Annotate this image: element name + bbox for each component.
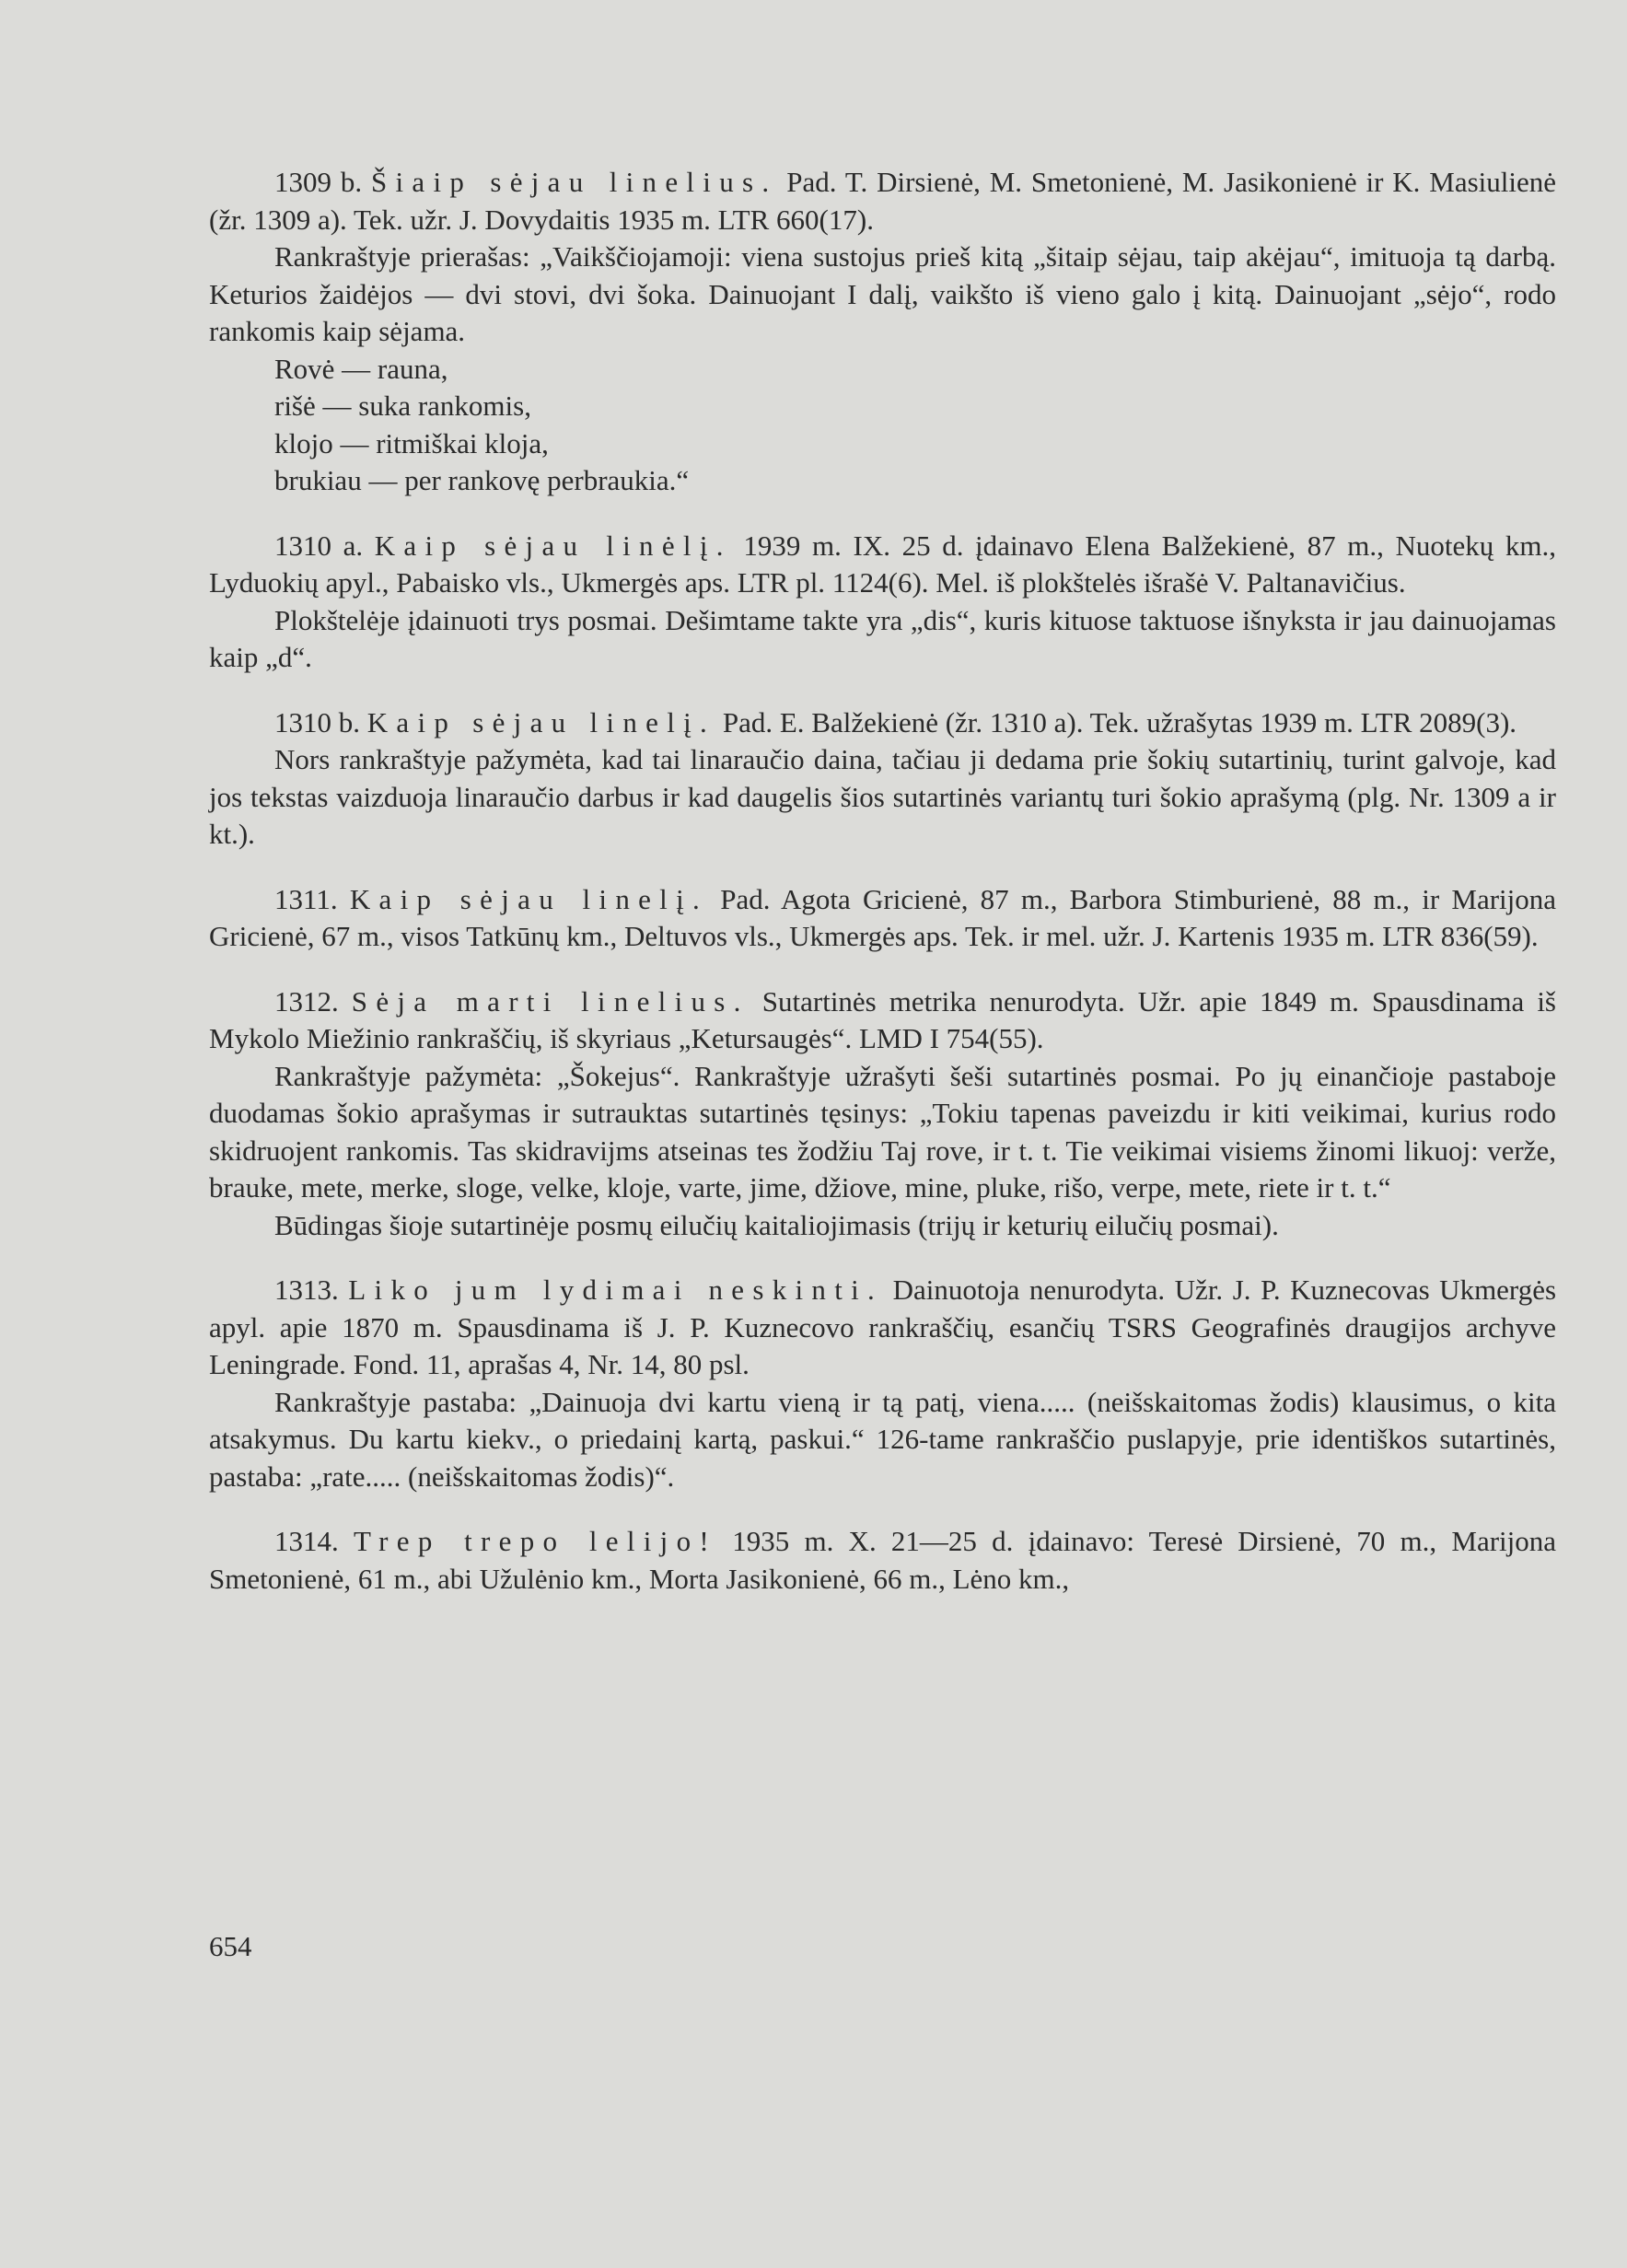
entry-1309b (209, 164, 1556, 500)
entry-body: Sutartinės metrika nenurodyta. Užr. apie 1849 m. Spausdinama iš Mykolo Miežinio rankraščių, iš skyriaus „Ketursaugės“. LMD I 754(55). (209, 984, 1556, 1054)
entry-number: 1310 a. (274, 529, 364, 562)
entry-1310a (209, 528, 1556, 677)
entry-body: Pad. E. Balžekienė (žr. 1310 a). Tek. užrašytas 1939 m. LTR 2089(3). (722, 705, 1517, 739)
list-item: Rovė — rauna, (274, 352, 448, 385)
entry-note: Rankraštyje pastaba: „Dainuoja dvi kartu vieną ir tą patį, viena..... (neišskaitomas žodis) klausimus, o kita atsakymus. Du kartu kiekv., o priedainį kartą, paskui.“ 126-tame rankraščio puslapyje, prie identiškos sutartinės, pastaba: „rate..... (neišskaitomas žodis)“. (209, 1385, 1556, 1493)
entry-number: 1314. (274, 1525, 339, 1557)
page-number: 654 (209, 1930, 252, 1962)
entry-note: Būdingas šioje sutartinėje posmų eilučių kaitaliojimasis (trijų ir keturių eilučių posmai). (274, 1208, 1279, 1241)
entry-1310b (209, 704, 1556, 854)
song-title: Sėja marti linelius. (351, 984, 750, 1018)
song-title: Kaip sėjau linėlį. (374, 529, 732, 562)
entry-note: Plokštelėje įdainuoti trys posmai. Dešimtame takte yra „dis“, kuris kituose taktuose išnyksta ir jau dainuojamas kaip „d“. (209, 603, 1556, 673)
entry-number: 1312. (274, 984, 339, 1018)
song-title: Trep trepo lelijo! (353, 1525, 717, 1557)
entry-number: 1311. (274, 882, 338, 915)
entry-1314 (209, 1523, 1556, 1598)
list-item: rišė — suka rankomis, (274, 390, 531, 422)
entry-number: 1309 b. (274, 166, 363, 198)
song-title: Liko jum lydimai neskinti. (348, 1274, 884, 1306)
entry-number: 1310 b. (274, 705, 360, 739)
song-title: Šiaip sėjau linelius. (370, 166, 778, 198)
song-title: Kaip sėjau linelį. (349, 882, 709, 915)
list-item: klojo — ritmiškai kloja, (274, 426, 549, 459)
entry-1312 (209, 983, 1556, 1245)
entry-1311 (209, 881, 1556, 956)
page-body (209, 164, 1556, 1598)
entry-body: Pad. Agota Gricienė, 87 m., Barbora Stimburienė, 88 m., ir Marijona Gricienė, 67 m., visos Tatkūnų km., Deltuvos vls., Ukmergės aps. Tek. ir mel. užr. J. Kartenis 1935 m. LTR 836(59). (209, 882, 1557, 952)
list-item: brukiau — per rankovę perbraukia.“ (274, 464, 690, 496)
entry-note: Rankraštyje pažymėta: „Šokejus“. Rankraštyje užrašyti šeši sutartinės posmai. Po jų einančioje pastaboje duodamas šokio aprašymas ir sutrauktas sutartinės tęsinys: „Tokiu tapenas paveizdu ir kiti veikimai, kurius rodo skidruojent rankomis. Tas skidravijms atseinas tes žodžiu Taj rove, ir t. t. Tie veikimai visiems žinomi likuoj: verže, brauke, mete, merke, sloge, velke, kloje, varte, jime, džiove, mine, pluke, rišo, verpe, mete, riete ir t. t.“ (209, 1059, 1556, 1204)
entry-body: 1939 m. IX. 25 d. įdainavo Elena Balžekienė, 87 m., Nuotekų km., Lyduokių apyl., Pabaisko vls., Ukmergės aps. LTR pl. 1124(6). Mel. iš plokštelės išrašė V. Paltanavičius. (209, 529, 1556, 599)
entry-body: Pad. T. Dirsienė, M. Smetonienė, M. Jasikonienė ir K. Masiulienė (žr. 1309 a). Tek. užr. J. Dovydaitis 1935 m. LTR 660(17). (209, 166, 1557, 236)
entry-note: Rankraštyje prierašas: „Vaikščiojamoji: viena sustojus prieš kitą „šitaip sėjau, taip akėjau“, imituoja tą darbą. Keturios žaidėjos — dvi stovi, dvi šoka. Dainuojant I dalį, vaikšto iš vieno galo į kitą. Dainuojant „sėjo“, rodo rankomis kaip sėjama. (209, 240, 1556, 347)
entry-note: Nors rankraštyje pažymėta, kad tai linaraučio daina, tačiau ji dedama prie šokių sutartinių, turint galvoje, kad jos tekstas vaizduoja linaraučio darbus ir kad daugelis šios sutartinės variantų turi šokio aprašymą (plg. Nr. 1309 a ir kt.). (209, 743, 1556, 850)
song-title: Kaip sėjau linelį. (366, 705, 716, 739)
entry-1313 (209, 1272, 1556, 1495)
entry-body: Dainuotoja nenurodyta. Užr. J. P. Kuznecovas Ukmergės apyl. apie 1870 m. Spausdinama iš J. P. Kuznecovo rankraščių, esančių TSRS Geografinės draugijos archyve Leningrade. Fond. 11, aprašas 4, Nr. 14, 80 psl. (209, 1274, 1557, 1380)
entry-number: 1313. (274, 1274, 339, 1306)
entry-body: 1935 m. X. 21—25 d. įdainavo: Teresė Dirsienė, 70 m., Marijona Smetonienė, 61 m., abi Užulėnio km., Morta Jasikonienė, 66 m., Lėno km., (209, 1525, 1557, 1595)
